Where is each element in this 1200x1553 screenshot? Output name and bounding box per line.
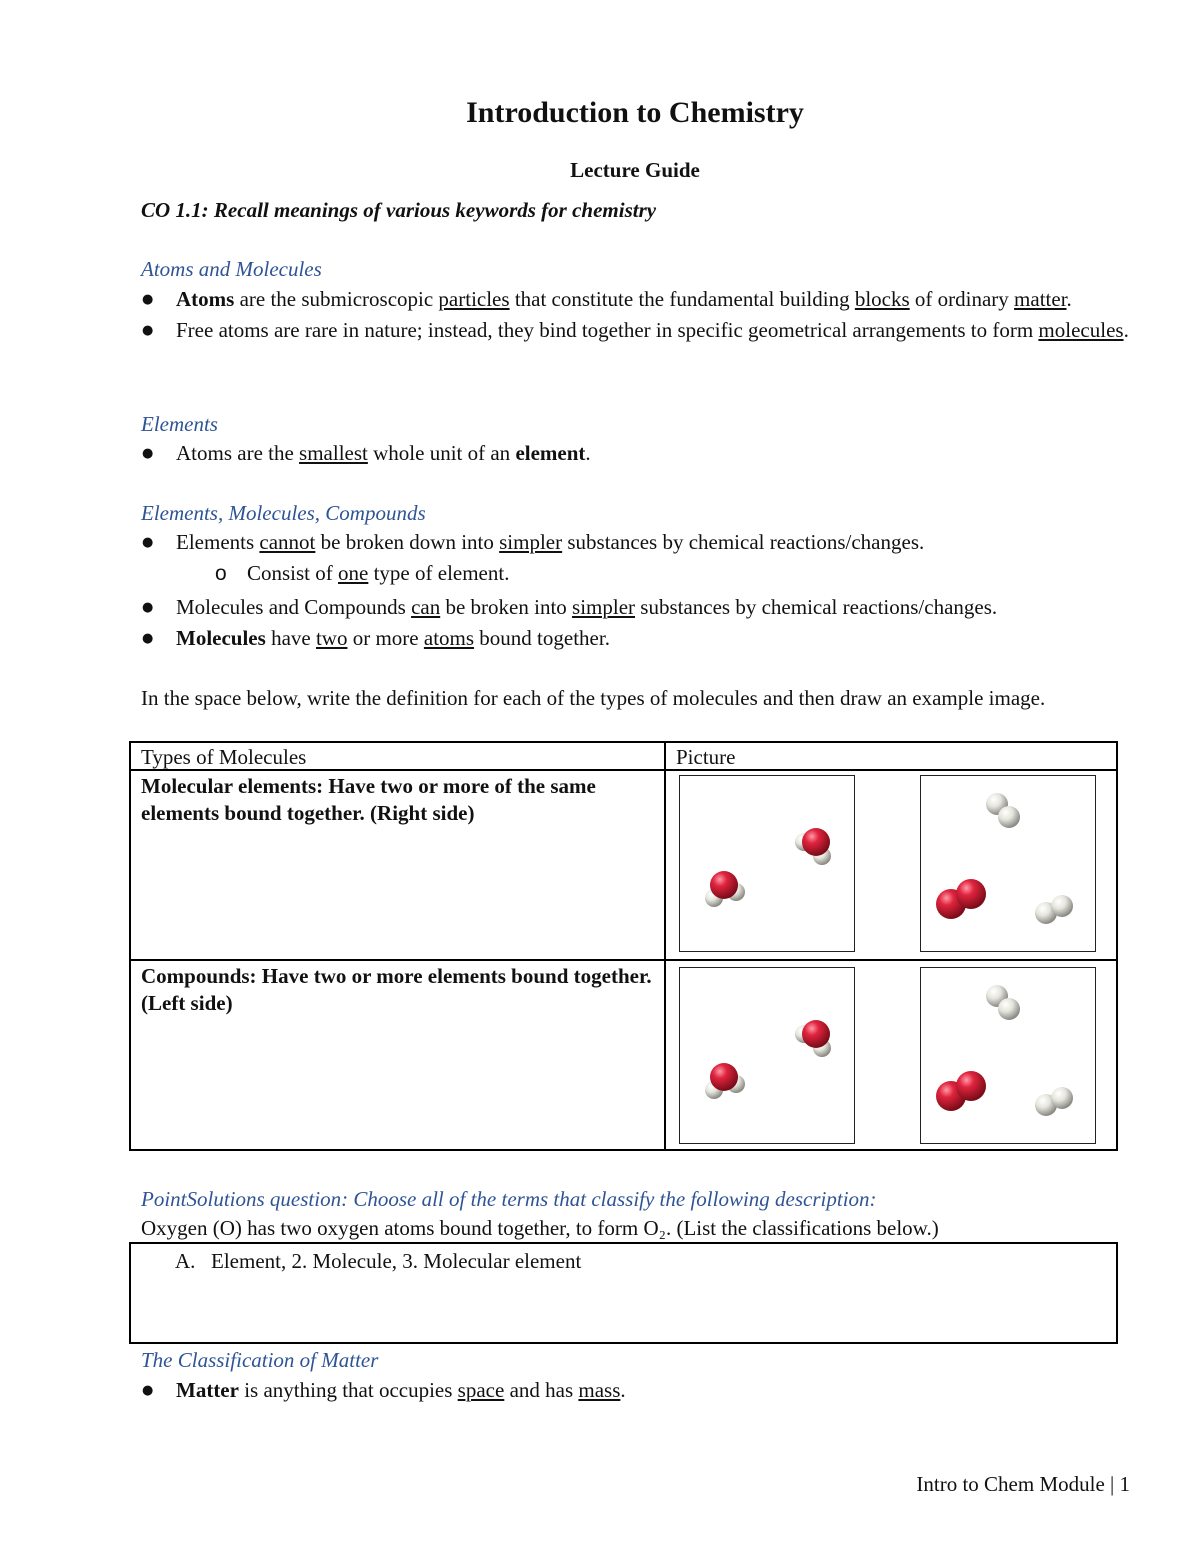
- table-row-molecular-elements: Molecular elements: Have two or more of the same elements bound together. (Right side): [130, 770, 665, 960]
- list-item: ● Molecules and Compounds can be broken into simpler substances by chemical reactions/changes.: [141, 592, 1131, 623]
- water-molecules-image: [680, 776, 854, 951]
- elements-bullet-list: [141, 438, 1131, 469]
- list-item: ● Matter is anything that occupies space and has mass.: [141, 1375, 1131, 1406]
- page-subtitle: Lecture Guide: [570, 158, 700, 182]
- list-item: ● Elements cannot be broken down into simpler substances by chemical reactions/changes.: [141, 527, 1131, 558]
- oxygen-molecule: [936, 879, 986, 919]
- hydrogen-molecule: [986, 985, 1020, 1020]
- hydrogen-molecule: [1035, 895, 1073, 924]
- hydrogen-molecule: [986, 793, 1020, 828]
- water-molecules-image: [680, 968, 854, 1143]
- classification-bullet-list: [141, 1375, 1131, 1406]
- list-item: ● Molecules have two or more atoms bound together.: [141, 623, 1131, 654]
- water-molecule: [705, 1063, 745, 1099]
- table-header-picture: Picture: [665, 742, 1117, 770]
- table-header-types: Types of Molecules: [130, 742, 665, 770]
- section-heading-emc: Elements, Molecules, Compounds: [141, 501, 426, 525]
- course-objective: CO 1.1: Recall meanings of various keywords for chemistry: [141, 198, 657, 222]
- section-heading-elements: Elements: [141, 412, 218, 436]
- oxygen-molecule: [936, 1071, 986, 1111]
- water-molecule: [795, 828, 831, 865]
- page-footer: Intro to Chem Module | 1: [916, 1472, 1130, 1496]
- list-item: ● Atoms are the smallest whole unit of an element.: [141, 438, 1131, 469]
- page-title: Introduction to Chemistry: [466, 96, 804, 129]
- water-molecules-box: [679, 775, 855, 952]
- list-item: ● Atoms are the submicroscopic particles that constitute the fundamental building blocks of ordinary matter.: [141, 284, 1131, 315]
- answer-box[interactable]: [129, 1242, 1118, 1344]
- table-row-compounds: Compounds: Have two or more elements bound together. (Left side): [130, 960, 665, 1150]
- diatomic-molecules-image: [921, 968, 1095, 1143]
- water-molecule: [795, 1020, 831, 1057]
- question-text: Oxygen (O) has two oxygen atoms bound together, to form O₂. (List the classifications below.): [141, 1216, 939, 1240]
- list-item-sub: o Consist of one type of element.: [141, 558, 1131, 589]
- section-heading-atoms: Atoms and Molecules: [141, 257, 322, 281]
- water-molecule: [705, 871, 745, 907]
- list-item: ● Free atoms are rare in nature; instead, they bind together in specific geometrical arrangements to form molecules.: [141, 315, 1131, 346]
- question-heading: PointSolutions question: Choose all of the terms that classify the following description:: [141, 1187, 877, 1211]
- diatomic-molecules-box: [920, 775, 1096, 952]
- instruction-text: In the space below, write the definition for each of the types of molecules and then draw an example image.: [141, 686, 1046, 710]
- hydrogen-molecule: [1035, 1087, 1073, 1116]
- water-molecules-box: [679, 967, 855, 1144]
- answer-marker: A.: [175, 1249, 196, 1273]
- answer-text: Element, 2. Molecule, 3. Molecular element: [211, 1249, 582, 1273]
- atoms-bullet-list: [141, 284, 1131, 346]
- diatomic-molecules-image: [921, 776, 1095, 951]
- section-heading-classification: The Classification of Matter: [141, 1348, 379, 1372]
- diatomic-molecules-box: [920, 967, 1096, 1144]
- emc-bullet-list: [141, 527, 1131, 654]
